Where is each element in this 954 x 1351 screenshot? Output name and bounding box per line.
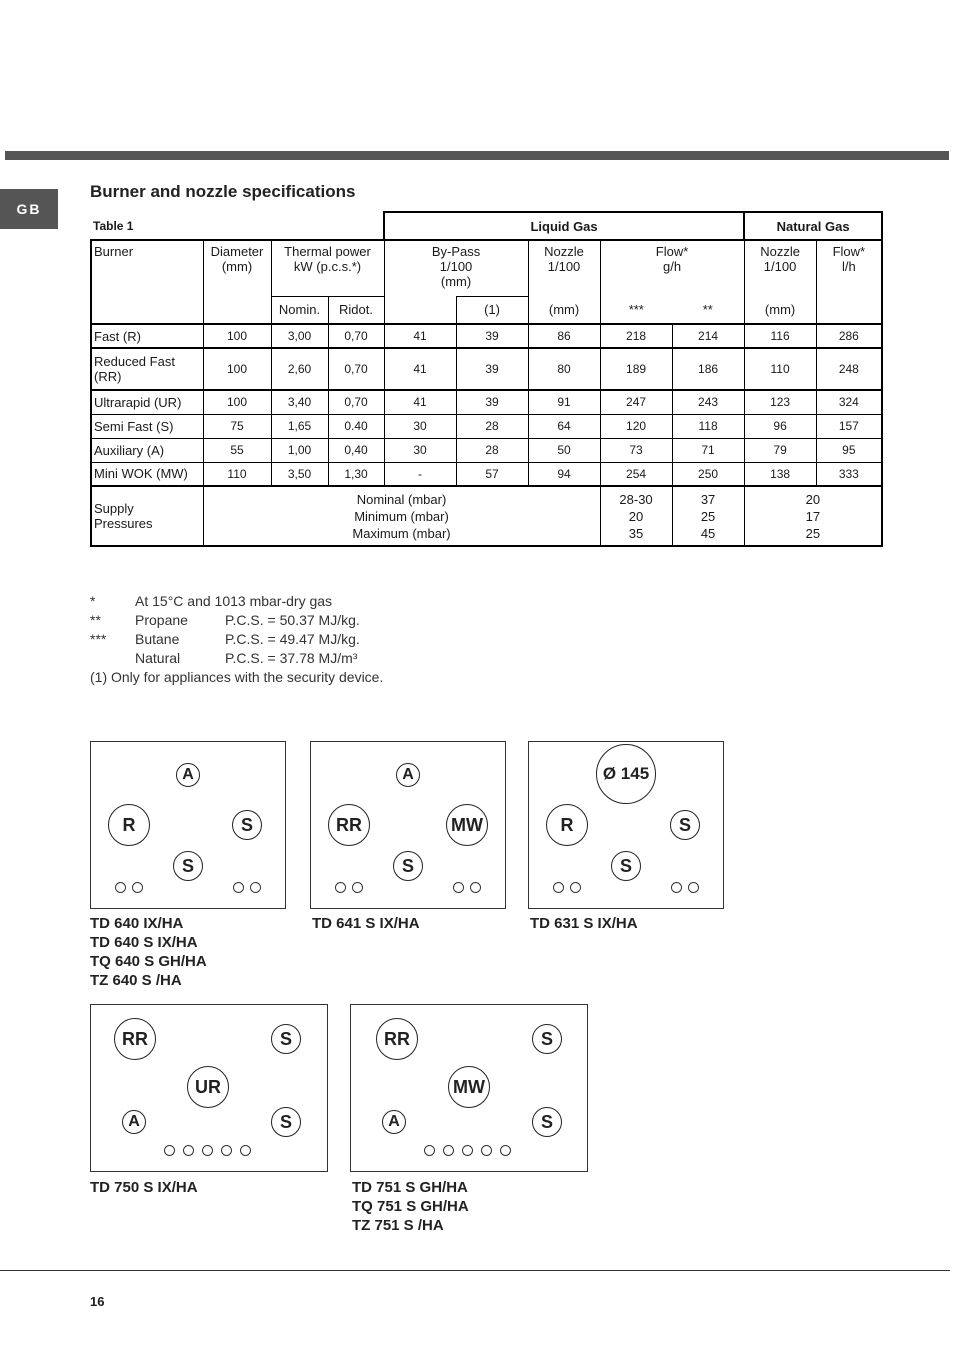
value-cell-diam: 55 <box>203 438 271 462</box>
burner-name-cell: Semi Fast (S) <box>91 414 203 438</box>
footnote-text: At 15°C and 1013 mbar-dry gas <box>135 593 333 609</box>
footnote-row <box>90 650 383 669</box>
value-cell-bp1: 30 <box>384 438 456 462</box>
value-cell-flng: 324 <box>816 390 882 414</box>
header-flow-lg-text: Flow* g/h <box>655 244 689 274</box>
value-cell-rid: 1,30 <box>328 462 384 486</box>
header-bypass <box>384 240 528 296</box>
footnote-mark <box>90 650 135 669</box>
knob-group <box>671 882 699 893</box>
knob <box>233 882 244 893</box>
footnote-value: P.C.S. = 49.47 MJ/kg. <box>225 631 360 647</box>
language-tab <box>0 189 58 229</box>
knob <box>352 882 363 893</box>
header-thermal-text: Thermal power kW (p.c.s.*) <box>284 244 371 274</box>
value-cell-diam: 100 <box>203 390 271 414</box>
burner-center: MW <box>448 1066 490 1108</box>
header-nozzle-lg-text: Nozzle 1/100 <box>544 244 584 274</box>
burner-top-right: S <box>271 1024 301 1054</box>
knob <box>553 882 564 893</box>
footnote-mark: ** <box>90 612 101 628</box>
value-cell-bp2: 39 <box>456 348 528 390</box>
bottom-rule <box>0 1270 950 1271</box>
value-cell-flng: 333 <box>816 462 882 486</box>
section-title: Burner and nozzle specifications <box>90 182 356 201</box>
burner-bottom-right: S <box>271 1107 301 1137</box>
burner-bottom-left: A <box>122 1110 146 1134</box>
sub-butane: *** <box>600 296 672 324</box>
knob <box>671 882 682 893</box>
burner-right: S <box>232 810 262 840</box>
footnotes <box>90 593 383 688</box>
value-cell-nom: 1,00 <box>271 438 328 462</box>
knob <box>202 1145 213 1156</box>
burner-bottom: S <box>393 851 423 881</box>
header-flow-lg <box>600 240 744 296</box>
knob-group <box>233 882 261 893</box>
burner-top: A <box>396 763 420 787</box>
hob-diagram <box>90 1004 328 1172</box>
value-cell-bp2: 57 <box>456 462 528 486</box>
hob-diagram <box>310 741 506 909</box>
burner-top-right: S <box>532 1024 562 1054</box>
value-cell-fp: 250 <box>672 462 744 486</box>
table-row <box>91 390 882 414</box>
sub-bypass-blank <box>384 296 456 324</box>
value-cell-fb: 218 <box>600 324 672 348</box>
value-cell-rid: 0,40 <box>328 438 384 462</box>
supply-desc <box>203 486 600 546</box>
burner-bottom: S <box>173 851 203 881</box>
burner-center: UR <box>187 1066 229 1108</box>
value-cell-rid: 0,70 <box>328 348 384 390</box>
knob <box>164 1145 175 1156</box>
burner-left: R <box>108 804 150 846</box>
value-cell-nozng: 110 <box>744 348 816 390</box>
footnote-value: P.C.S. = 50.37 MJ/kg. <box>225 612 360 628</box>
supply-propane <box>672 486 744 546</box>
footnote-mark: * <box>90 593 96 609</box>
table-row <box>91 348 882 390</box>
burner-name-cell: Mini WOK (MW) <box>91 462 203 486</box>
hob-models: TD 751 S GH/HA TQ 751 S GH/HA TZ 751 S /HA <box>352 1179 469 1234</box>
knob-group <box>553 882 581 893</box>
footnote-gas: Natural <box>135 650 181 666</box>
knob <box>443 1145 454 1156</box>
header-flow-ng-text: Flow* l/h <box>832 244 866 274</box>
knob <box>335 882 346 893</box>
value-cell-fp: 186 <box>672 348 744 390</box>
value-cell-fb: 120 <box>600 414 672 438</box>
value-cell-noz: 50 <box>528 438 600 462</box>
value-cell-nozng: 116 <box>744 324 816 348</box>
value-cell-fp: 71 <box>672 438 744 462</box>
supply-butane <box>600 486 672 546</box>
sub-mm: (mm) <box>528 296 600 324</box>
burner-top: A <box>176 763 200 787</box>
value-cell-nom: 2,60 <box>271 348 328 390</box>
knob <box>132 882 143 893</box>
burner-left: R <box>546 804 588 846</box>
language-label: GB <box>16 201 42 217</box>
header-diameter <box>203 240 271 324</box>
value-cell-bp2: 39 <box>456 324 528 348</box>
hob-diagram <box>90 741 286 909</box>
footnote-gas: Propane <box>135 612 188 628</box>
value-cell-nom: 1,65 <box>271 414 328 438</box>
knob <box>183 1145 194 1156</box>
sub-flow-ng-blank <box>816 296 882 324</box>
burner-right: S <box>670 810 700 840</box>
value-cell-rid: 0.40 <box>328 414 384 438</box>
value-cell-diam: 100 <box>203 348 271 390</box>
top-rule <box>5 151 949 160</box>
knob <box>688 882 699 893</box>
supply-natural <box>744 486 882 546</box>
burner-name-cell: Ultrarapid (UR) <box>91 390 203 414</box>
value-cell-noz: 94 <box>528 462 600 486</box>
value-cell-nom: 3,40 <box>271 390 328 414</box>
sub-mm-ng: (mm) <box>744 296 816 324</box>
table-row <box>91 414 882 438</box>
burner-top-left: RR <box>114 1018 156 1060</box>
liquid-gas-header: Liquid Gas <box>384 212 744 240</box>
value-cell-nozng: 96 <box>744 414 816 438</box>
value-cell-nozng: 138 <box>744 462 816 486</box>
supply-natural-text: 20 17 25 <box>805 491 821 541</box>
table-row <box>91 324 882 348</box>
hob-models: TD 640 IX/HA TD 640 S IX/HA TQ 640 S GH/HA TZ 640 S /HA <box>90 915 207 989</box>
hob-diagram <box>528 741 724 909</box>
burner-bottom: S <box>611 851 641 881</box>
value-cell-nozng: 79 <box>744 438 816 462</box>
value-cell-noz: 91 <box>528 390 600 414</box>
value-cell-noz: 64 <box>528 414 600 438</box>
knob-group <box>453 882 481 893</box>
header-thermal <box>271 240 384 296</box>
value-cell-rid: 0,70 <box>328 324 384 348</box>
burner-top-left: RR <box>376 1018 418 1060</box>
burner-name-cell: Fast (R) <box>91 324 203 348</box>
value-cell-fb: 254 <box>600 462 672 486</box>
table-row <box>91 438 882 462</box>
knob <box>500 1145 511 1156</box>
footnote-mark: *** <box>90 631 107 647</box>
footnote-row <box>90 669 383 688</box>
header-burner-text: Burner <box>94 244 134 259</box>
value-cell-bp1: 41 <box>384 348 456 390</box>
knob <box>470 882 481 893</box>
value-cell-fp: 214 <box>672 324 744 348</box>
footnote-value: P.C.S. = 37.78 MJ/m³ <box>225 650 358 666</box>
footnote-gas: Butane <box>135 631 180 647</box>
value-cell-fb: 247 <box>600 390 672 414</box>
value-cell-nom: 3,50 <box>271 462 328 486</box>
footnote-row <box>90 612 383 631</box>
knob-group <box>335 882 363 893</box>
sub-ridot: Ridot. <box>328 296 384 324</box>
header-nozzle-ng <box>744 240 816 296</box>
header-flow-ng <box>816 240 882 296</box>
knob-group <box>164 1145 251 1156</box>
value-cell-bp1: - <box>384 462 456 486</box>
burner-right: MW <box>446 804 488 846</box>
table-label: Table 1 <box>93 218 134 233</box>
value-cell-flng: 248 <box>816 348 882 390</box>
burner-name-cell: Reduced Fast (RR) <box>91 348 203 390</box>
sub-nomin: Nomin. <box>271 296 328 324</box>
hob-models: TD 631 S IX/HA <box>530 915 638 932</box>
knob <box>240 1145 251 1156</box>
value-cell-nozng: 123 <box>744 390 816 414</box>
value-cell-bp1: 30 <box>384 414 456 438</box>
value-cell-rid: 0,70 <box>328 390 384 414</box>
header-diameter-text: Diameter (mm) <box>210 244 264 274</box>
header-burner <box>91 240 203 324</box>
supply-desc-text: Nominal (mbar) Minimum (mbar) Maximum (mbar) <box>352 491 451 541</box>
sub-one: (1) <box>456 296 528 324</box>
knob <box>115 882 126 893</box>
supply-label-text: Supply Pressures <box>94 501 153 531</box>
burner-bottom-left: A <box>382 1110 406 1134</box>
hob-models: TD 750 S IX/HA <box>90 1179 198 1196</box>
value-cell-noz: 86 <box>528 324 600 348</box>
value-cell-diam: 110 <box>203 462 271 486</box>
supply-butane-text: 28-30 20 35 <box>619 491 653 541</box>
knob <box>453 882 464 893</box>
burner-wok-top: Ø 145 <box>596 744 656 804</box>
knob <box>481 1145 492 1156</box>
supply-label <box>91 486 203 546</box>
value-cell-nom: 3,00 <box>271 324 328 348</box>
footnote-row <box>90 593 383 612</box>
knob <box>221 1145 232 1156</box>
value-cell-fp: 118 <box>672 414 744 438</box>
value-cell-flng: 95 <box>816 438 882 462</box>
header-bypass-text: By-Pass 1/100 (mm) <box>431 244 481 289</box>
value-cell-flng: 286 <box>816 324 882 348</box>
knob <box>570 882 581 893</box>
knob <box>424 1145 435 1156</box>
knob-group <box>424 1145 511 1156</box>
footnote-security: (1) Only for appliances with the security device. <box>90 669 384 685</box>
table-row <box>91 462 882 486</box>
value-cell-flng: 157 <box>816 414 882 438</box>
supply-propane-text: 37 25 45 <box>700 491 716 541</box>
footnote-row <box>90 631 383 650</box>
header-nozzle-ng-text: Nozzle 1/100 <box>760 244 800 274</box>
hob-models: TD 641 S IX/HA <box>312 915 420 932</box>
page-number: 16 <box>90 1294 105 1309</box>
knob-group <box>115 882 143 893</box>
value-cell-fb: 73 <box>600 438 672 462</box>
burner-bottom-right: S <box>532 1107 562 1137</box>
value-cell-fp: 243 <box>672 390 744 414</box>
hob-diagram <box>350 1004 588 1172</box>
natural-gas-header: Natural Gas <box>744 212 882 240</box>
knob <box>462 1145 473 1156</box>
spec-table <box>90 211 883 547</box>
burner-left: RR <box>328 804 370 846</box>
value-cell-bp1: 41 <box>384 390 456 414</box>
value-cell-bp2: 28 <box>456 438 528 462</box>
value-cell-bp1: 41 <box>384 324 456 348</box>
value-cell-fb: 189 <box>600 348 672 390</box>
sub-propane: ** <box>672 296 744 324</box>
burner-name-cell: Auxiliary (A) <box>91 438 203 462</box>
value-cell-diam: 100 <box>203 324 271 348</box>
value-cell-noz: 80 <box>528 348 600 390</box>
value-cell-bp2: 28 <box>456 414 528 438</box>
value-cell-bp2: 39 <box>456 390 528 414</box>
header-nozzle-lg <box>528 240 600 296</box>
knob <box>250 882 261 893</box>
value-cell-diam: 75 <box>203 414 271 438</box>
